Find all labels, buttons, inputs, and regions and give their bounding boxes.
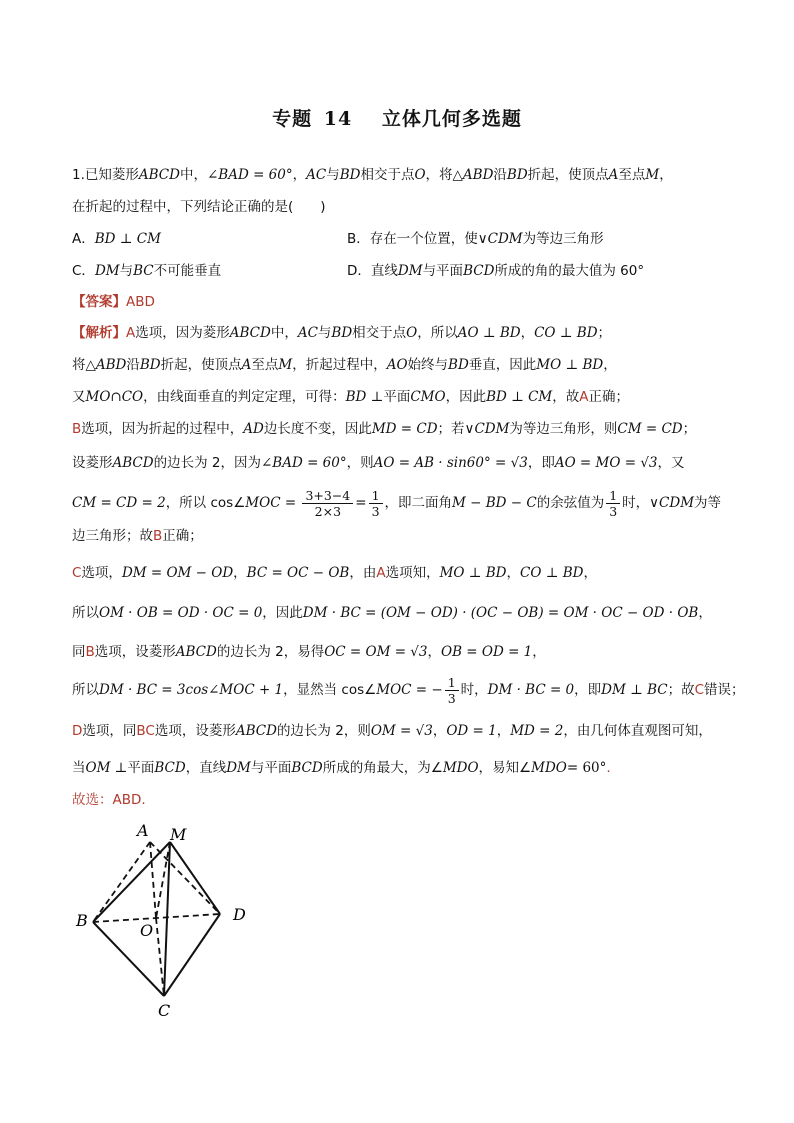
edge-ab xyxy=(93,842,150,922)
analysis-line-4: B选项，因为折起的过程中，AD边长度不变，因此MD = CD；若∨CDM为等边三角形，则CM = CD； xyxy=(72,421,697,437)
analysis-line-13: 当OM ⊥平面BCD，直线DM与平面BCD所成的角最大，为∠MDO，易知∠MDO= 60°. xyxy=(72,760,611,776)
option-d: D．直线DM与平面BCD所成的角的最大值为 60° xyxy=(347,263,645,279)
edge-oc xyxy=(156,918,164,996)
edge-ao xyxy=(150,842,156,918)
edge-mb xyxy=(93,842,170,922)
analysis-line-5: 设菱形ABCD的边长为 2，因为∠BAD = 60°，则AO = AB · sin60° = √3，即AO = MO = √3，又 xyxy=(72,455,685,471)
analysis-line-1: 【解析】A选项，因为菱形ABCD中，AC与BD相交于点O，所以AO ⊥ BD，CO ⊥ BD； xyxy=(72,325,612,341)
tetrahedron-figure xyxy=(70,820,270,1020)
label-b: B xyxy=(76,911,88,930)
analysis-line-10: 同B选项，设菱形ABCD的边长为 2，易得OC = OM = √3，OB = OD = 1， xyxy=(72,644,546,660)
edge-dc xyxy=(164,914,220,996)
option-b: B．存在一个位置，使∨CDM为等边三角形 xyxy=(347,231,604,247)
title-prefix: 专题 xyxy=(272,108,313,130)
analysis-line-2: 将△ABD沿BD折起，使顶点A至点M，折起过程中，AO始终与BD垂直，因此MO ⊥ BD， xyxy=(72,357,617,373)
fraction-minus-one-third: $\frac{1}{3}$ xyxy=(445,675,459,706)
analysis-line-9: 所以OM · OB = OD · OC = 0，因此DM · BC = (OM − OD) · (OC − OB) = OM · OC − OD · OB， xyxy=(72,605,712,621)
analysis-line-12: D选项，同BC选项，设菱形ABCD的边长为 2，则OM = √3，OD = 1，MD = 2，由几何体直观图可知， xyxy=(72,723,712,739)
title-number: 14 xyxy=(323,108,353,130)
analysis-line-3: 又MO∩CO，由线面垂直的判定定理，可得：BD ⊥平面CMO，因此BD ⊥ CM，故A正确； xyxy=(72,389,630,405)
answer-line: 【答案】ABD xyxy=(72,294,155,310)
analysis-line-11: 所以DM · BC = 3cos∠MOC + 1，显然当 cos∠MOC = − $\frac{1}{3}$ 时，DM · BC = 0，即DM ⊥ BC；故C错误； xyxy=(72,674,745,706)
label-o: O xyxy=(140,921,154,940)
label-a: A xyxy=(137,821,149,840)
title-name: 立体几何多选题 xyxy=(381,108,522,130)
option-c: C．DM与BC不可能垂直 xyxy=(72,263,222,279)
analysis-line-7: 边三角形；故B正确； xyxy=(72,528,203,544)
analysis-line-6: CM = CD = 2，所以 cos∠MOC = $\frac{3+3-4}{2\times 3}$ = $\frac{1}{3}$ ，即二面角M − BD − C的余弦值为 $\frac{1}{3}$ 时，∨CDM为等 xyxy=(72,487,722,519)
option-a: A．BD ⊥ CM xyxy=(72,231,161,247)
label-m: M xyxy=(170,825,187,844)
label-d: D xyxy=(233,905,246,924)
fraction-cos: $\frac{3+3-4}{2\times 3}$ xyxy=(302,488,353,519)
edge-bc xyxy=(93,922,164,996)
analysis-line-8: C选项，DM = OM − OD，BC = OC − OB，由A选项知，MO ⊥ BD，CO ⊥ BD， xyxy=(72,565,597,581)
question-line-1: 1.已知菱形ABCD中，∠BAD = 60°，AC与BD相交于点O，将△ABD沿BD折起，使顶点A至点M， xyxy=(72,167,673,183)
label-c: C xyxy=(158,1001,171,1020)
final-answer: 故选：ABD. xyxy=(72,792,146,808)
fraction-one-third-b: $\frac{1}{3}$ xyxy=(606,488,620,519)
fraction-one-third: $\frac{1}{3}$ xyxy=(369,488,383,519)
edge-md xyxy=(170,842,220,914)
question-line-2: 在折起的过程中，下列结论正确的是( ) xyxy=(72,199,326,215)
page-title xyxy=(0,104,794,131)
